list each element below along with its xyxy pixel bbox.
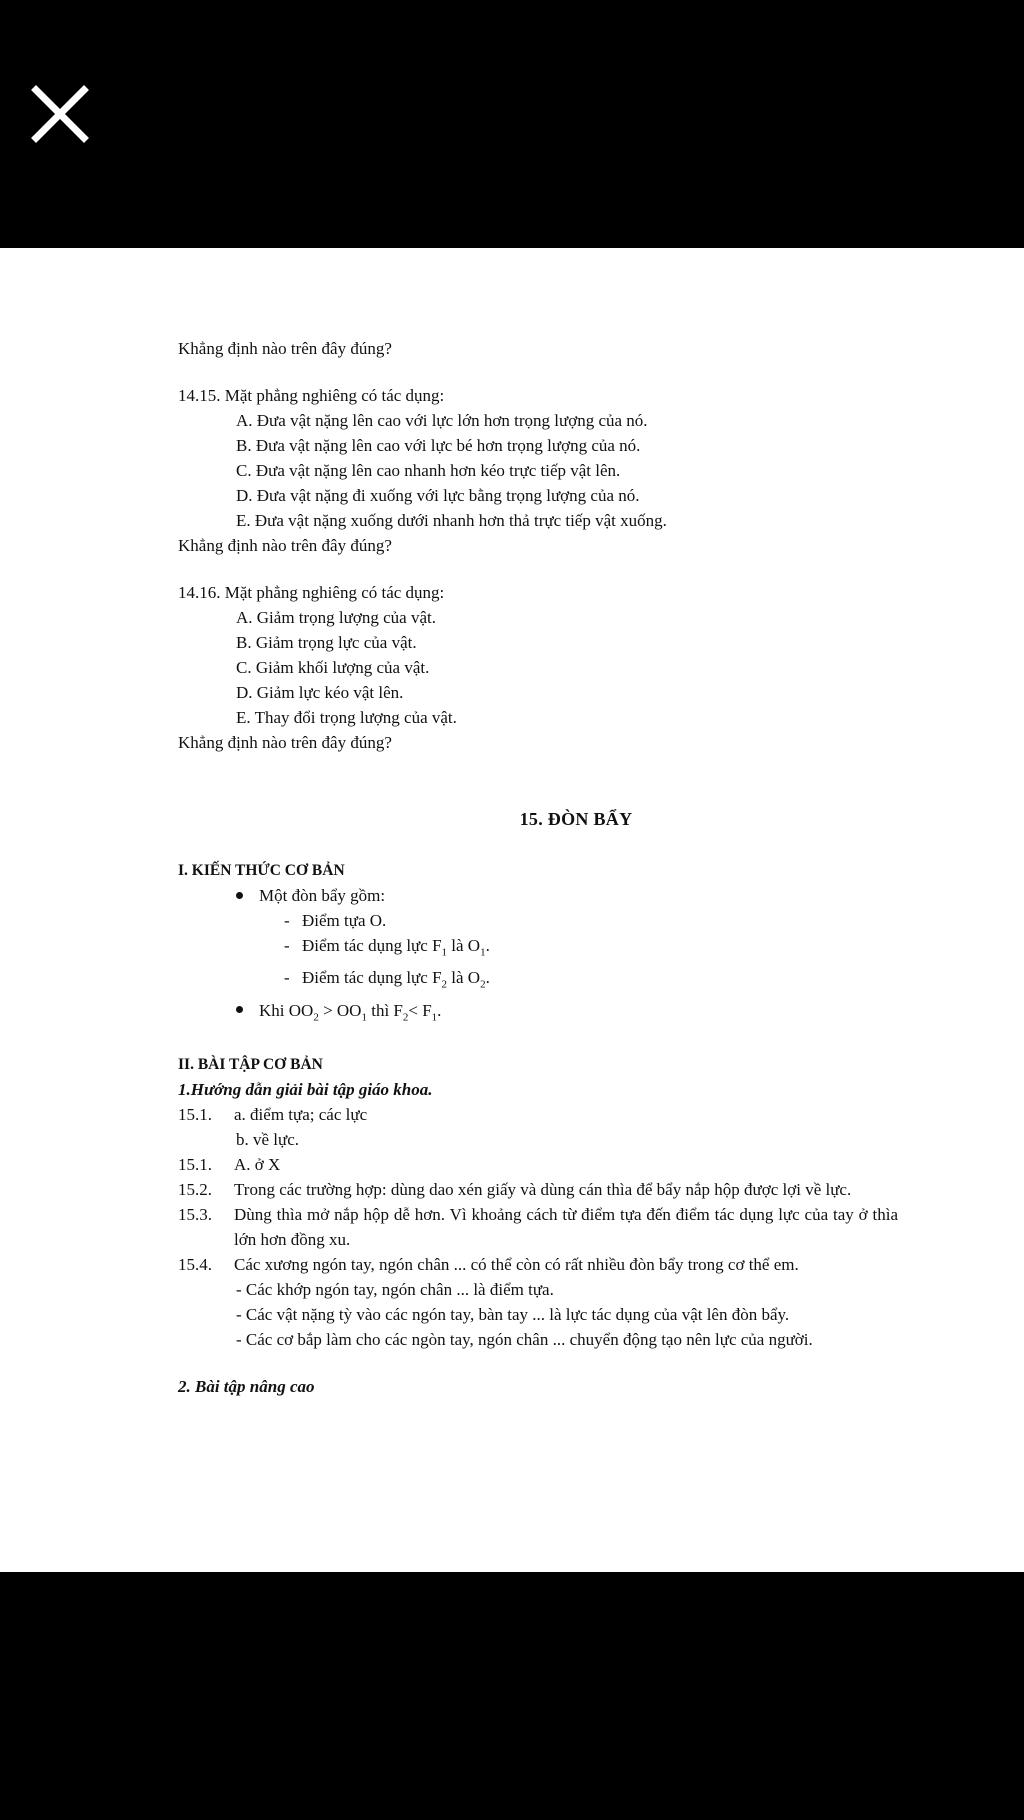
viewer-bottom-bar (0, 1572, 1024, 1820)
viewer-top-bar (0, 0, 1024, 248)
answer-line: - Các vật nặng tỳ vào các ngón tay, bàn tay ... là lực tác dụng của vật lên đòn bẩy. (236, 1305, 790, 1325)
close-icon (28, 82, 92, 146)
subsection-heading: 2. Bài tập nâng cao (178, 1377, 315, 1397)
bullet-icon (236, 892, 243, 899)
dash-item: - Điểm tựa O. (284, 911, 387, 930)
option: C. Giảm khối lượng của vật. (236, 658, 430, 677)
question-1416-stem: 14.16. Mặt phẳng nghiêng có tác dụng: (178, 583, 445, 602)
section-heading: II. BÀI TẬP CƠ BẢN (178, 1056, 323, 1074)
answer-line: b. về lực. (236, 1130, 300, 1150)
bullet-item: Khi $OO_2 > OO_1$ thì $F_2< F_1$. (178, 998, 898, 1030)
subsection-heading: 1.Hướng dẫn giải bài tập giáo khoa. (178, 1080, 433, 1100)
chapter-title: 15. ĐÒN BẨY (519, 809, 633, 829)
option: B. Đưa vật nặng lên cao với lực bé hơn trọng lượng của nó. (236, 436, 641, 455)
answer-line: - Các khớp ngón tay, ngón chân ... là điểm tựa. (236, 1280, 554, 1300)
close-button[interactable] (28, 82, 92, 146)
option: E. Đưa vật nặng xuống dưới nhanh hơn thả trực tiếp vật xuống. (236, 511, 667, 530)
question-tail: Khẳng định nào trên đây đúng? (178, 733, 392, 752)
answer-item: 15.4. Các xương ngón tay, ngón chân ... có thể còn có rất nhiều đòn bẩy trong cơ thể em. (178, 1255, 799, 1275)
answer-item: 15.3. Dùng thìa mở nắp hộp dễ hơn. Vì khoảng cách từ điểm tựa đến điểm tác dụng lực của tay ở thìa lớn hơn đồng xu. (178, 1205, 898, 1250)
option: D. Đưa vật nặng đi xuống với lực bằng trọng lượng của nó. (236, 486, 640, 505)
answer-item: 15.1. a. điểm tựa; các lực (178, 1105, 368, 1125)
bullet-item: Một đòn bẩy gồm: (178, 883, 898, 908)
question-tail: Khẳng định nào trên đây đúng? (178, 536, 392, 555)
answer-item: 15.2. Trong các trường hợp: dùng dao xén giấy và dùng cán thìa để bẩy nắp hộp được lợi về lực. (178, 1180, 852, 1200)
document-text (178, 336, 898, 1399)
answer-line: - Các cơ bắp làm cho các ngòn tay, ngón chân ... chuyển động tạo nên lực của người. (236, 1330, 813, 1350)
answer-item: 15.1. A. ở X (178, 1155, 281, 1175)
question-1415-stem: 14.15. Mặt phẳng nghiêng có tác dụng: (178, 386, 445, 405)
question-tail: Khẳng định nào trên đây đúng? (178, 339, 392, 358)
document-page (0, 248, 1024, 1572)
option: B. Giảm trọng lực của vật. (236, 633, 417, 652)
dash-item: - Điểm tác dụng lực $F_1$ là $O_1$. (284, 936, 490, 959)
option: E. Thay đổi trọng lượng của vật. (236, 708, 457, 727)
dash-item: - Điểm tác dụng lực $F_2$ là $O_2$. (284, 968, 490, 991)
option: C. Đưa vật nặng lên cao nhanh hơn kéo trực tiếp vật lên. (236, 461, 621, 480)
bullet-icon (236, 1006, 243, 1013)
section-heading: I. KIẾN THỨC CƠ BẢN (178, 862, 345, 879)
option: A. Giảm trọng lượng của vật. (236, 608, 436, 627)
option: A. Đưa vật nặng lên cao với lực lớn hơn trọng lượng của nó. (236, 411, 648, 430)
option: D. Giảm lực kéo vật lên. (236, 683, 404, 702)
